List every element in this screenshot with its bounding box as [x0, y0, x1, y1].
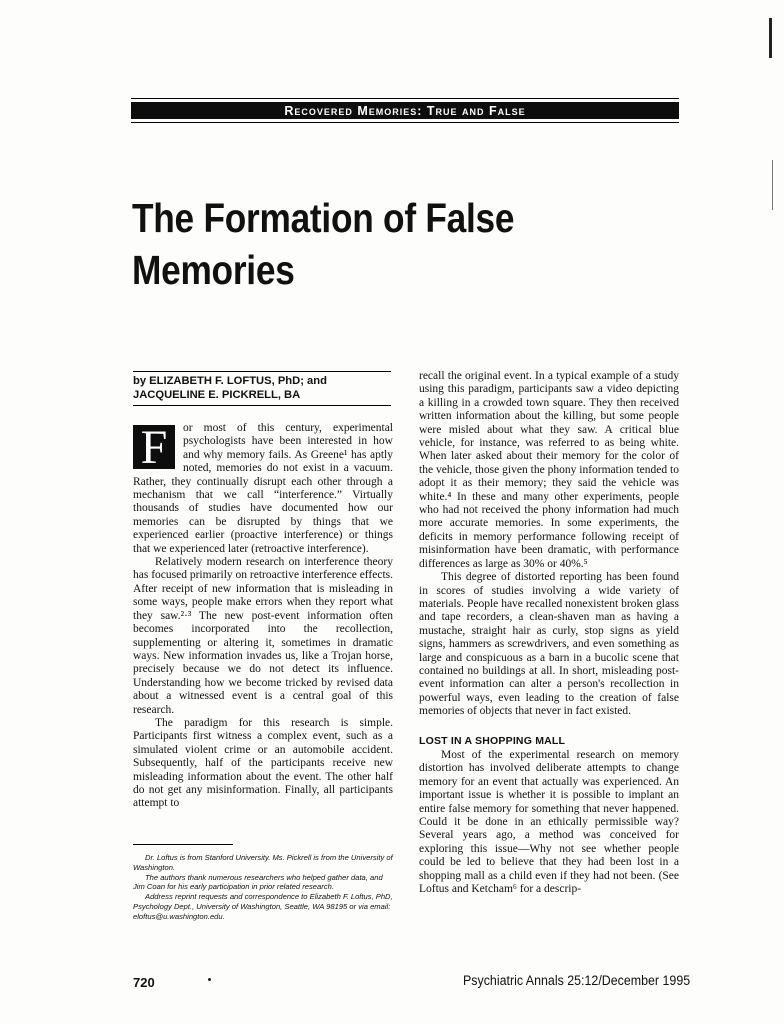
right-column: [419, 370, 679, 896]
footer-dot: [208, 978, 211, 981]
paragraph-5: This degree of distorted reporting has been found in scores of studies involving a wide variety of materials. People have recalled nonexistent broken glass and tape recorders, a clean-shaven man as having a mustache, straight hair as curly, stop signs as yield signs, hammers as screwdrivers, and even something as large and conspicuous as a barn in a bucolic scene that contained no buildings at all. In short, misleading post-event information can alter a person's recollection in powerful ways, even leading to the creation of false memories of objects that never in fact existed.: [419, 571, 679, 718]
author-footnotes: [133, 853, 393, 922]
footnote-divider: [133, 844, 233, 845]
banner-text: Recovered Memories: True and False: [284, 103, 526, 118]
paragraph-1-text: or most of this century, experimental psychologists have been interested in how and why memory fails. As Greene¹ has aptly noted, memories do not exist in a vacuum. Rather, they continually disrupt each other through a mechanism that we call “interference.” Virtually thousands of studies have documented how our memories can be disrupted by things that we experienced earlier (proactive interference) or things that we experienced later (retroactive interference).: [133, 422, 393, 555]
paragraph-1: [133, 422, 393, 556]
byline-line-2: JACQUELINE E. PICKRELL, BA: [133, 389, 301, 401]
drop-cap: F: [133, 425, 175, 469]
article-title: [132, 192, 614, 296]
paragraph-3: The paradigm for this research is simple. Participants first witness a complex event, such as a simulated violent crime or an automobile accident. Subsequently, half of the participants receive new misleading information about the event. The other half do not get any misinformation. Finally, all participants attempt to: [133, 716, 393, 810]
section-banner: [131, 98, 679, 123]
section-heading: LOST IN A SHOPPING MALL: [419, 734, 566, 747]
paragraph-6: Most of the experimental research on memory distortion has involved deliberate attempts to change memory for an event that actually was experienced. An important issue is whether it is possible to implant an entire false memory for something that never happened. Could it be done in an ethically permissible way? Several years ago, a method was conceived for exploring this issue—Why not see whether people could be led to believe that they had been lost in a shopping mall as a child even if they had not been. (See Loftus and Ketcham⁶ for a descrip-: [419, 748, 679, 896]
footnote-affiliation: Dr. Loftus is from Stanford University. Ms. Pickrell is from the University of Washington.: [133, 853, 393, 872]
scan-edge-mark: [769, 18, 772, 58]
byline-line-1: by ELIZABETH F. LOFTUS, PhD; and: [133, 375, 327, 387]
page-number: 720: [133, 975, 155, 990]
journal-citation: Psychiatric Annals 25:12/December 1995: [463, 973, 691, 988]
title-line-1: The Formation of False: [132, 195, 515, 241]
paragraph-4: recall the original event. In a typical example of a study using this paradigm, participants saw a video depicting a killing in a crowded town square. They then received written information about the killing, but some people were misled about what they saw. A critical blue vehicle, for instance, was referred to as being white. When later asked about their memory for the color of the vehicle, those given the phony information tended to adopt it as their memory; they said the vehicle was white.⁴ In these and many other experiments, people who had not received the phony information had much more accurate memories. In some experiments, the deficits in memory performance following receipt of misinformation have been dramatic, with performance differences as large as 30% or 40%.⁵: [419, 370, 679, 570]
title-line-2: Memories: [132, 247, 295, 293]
paragraph-2: Relatively modern research on interference theory has focused primarily on retroactive interference effects. After receipt of new information that is misleading in some ways, people make errors when they report what they saw.²·³ The new post-event information often becomes incorporated into the recollection, supplementing or altering it, sometimes in dramatic ways. New information invades us, like a Trojan horse, precisely because we do not detect its influence. Understanding how we become tricked by revised data about a witnessed event is a central goal of this research.: [133, 556, 394, 716]
footnote-correspondence: Address reprint requests and correspondence to Elizabeth F. Loftus, PhD, Psychology Dept., University of Washington, Seattle, WA 98195 or via email: eloftus@u.washington.edu.: [133, 892, 393, 921]
left-column: [133, 422, 393, 811]
footnote-acknowledgment: The authors thank numerous researchers who helped gather data, and Jim Coan for his early participation in prior related research.: [133, 872, 383, 892]
byline: [133, 371, 391, 406]
scan-edge-mark: [772, 160, 773, 210]
